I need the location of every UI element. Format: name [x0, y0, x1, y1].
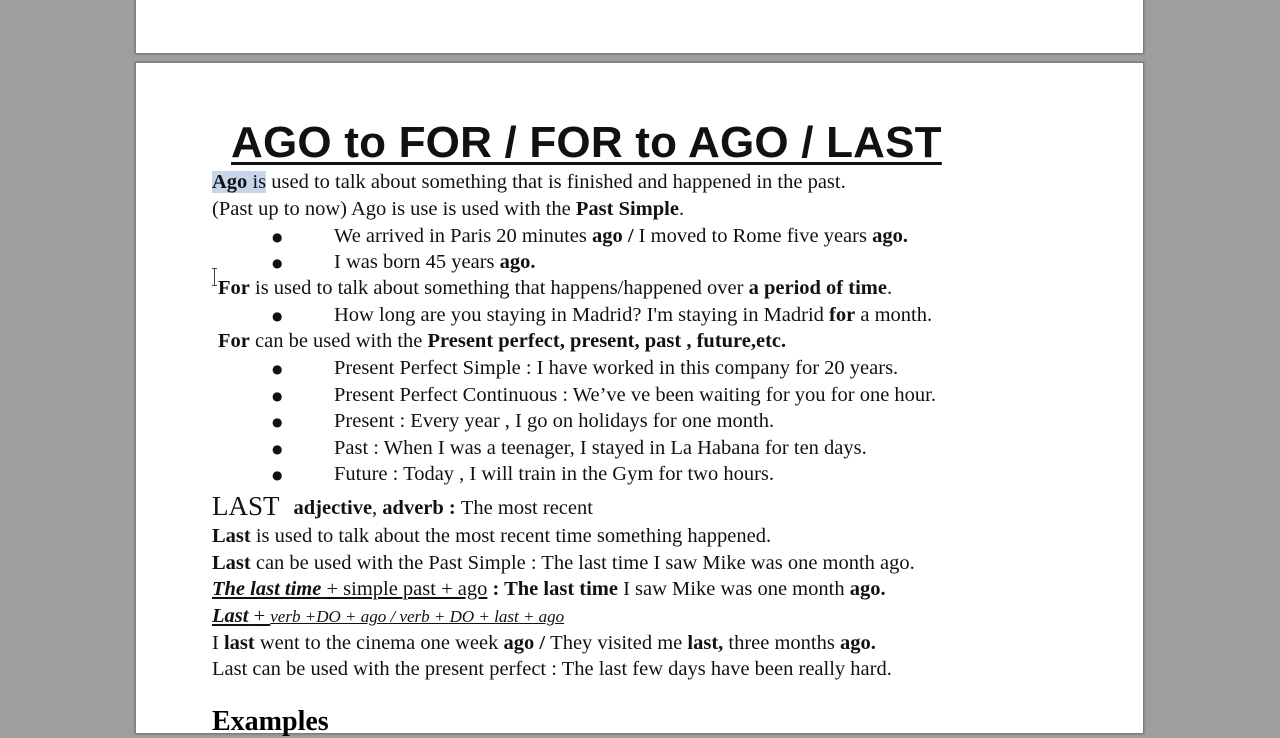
for-definition: For is used to talk about something that happens/happened over a period of time.	[218, 277, 893, 299]
last-line: Last + verb +DO + ago / verb + DO + last + ago	[212, 605, 565, 627]
bullet-icon: ●	[272, 230, 283, 244]
bullet-icon: ●	[272, 442, 283, 456]
previous-page	[135, 0, 1144, 54]
text-cursor-icon	[214, 268, 215, 286]
bullet-icon: ●	[272, 415, 283, 429]
page-title: AGO to FOR / FOR to AGO / LAST	[231, 118, 942, 167]
last-line: Last can be used with the present perfect : The last few days have been really hard.	[212, 658, 892, 680]
bullet-icon: ●	[272, 309, 283, 323]
last-line: Last is used to talk about the most recent time something happened.	[212, 525, 772, 547]
last-line: Last can be used with the Past Simple : The last time I saw Mike was one month ago.	[212, 552, 915, 574]
ago-definition: Ago is used to talk about something that is finished and happened in the past.	[212, 171, 846, 193]
last-line: The last time + simple past + ago : The last time I saw Mike was one month ago.	[212, 578, 886, 600]
selected-text[interactable]: Ago is	[212, 171, 267, 193]
bullet-icon: ●	[272, 468, 283, 482]
for-usage: For can be used with the Present perfect, present, past , future,etc.	[218, 330, 787, 352]
bullet-icon: ●	[272, 362, 283, 376]
section-heading: Examples	[212, 706, 329, 737]
last-heading: LAST adjective, adverb : The most recent	[212, 491, 593, 521]
ago-usage: (Past up to now) Ago is use is used with the Past Simple.	[212, 198, 685, 220]
bullet-icon: ●	[272, 256, 283, 270]
bullet-icon: ●	[272, 389, 283, 403]
last-line: I last went to the cinema one week ago / They visited me last, three months ago.	[212, 632, 876, 654]
